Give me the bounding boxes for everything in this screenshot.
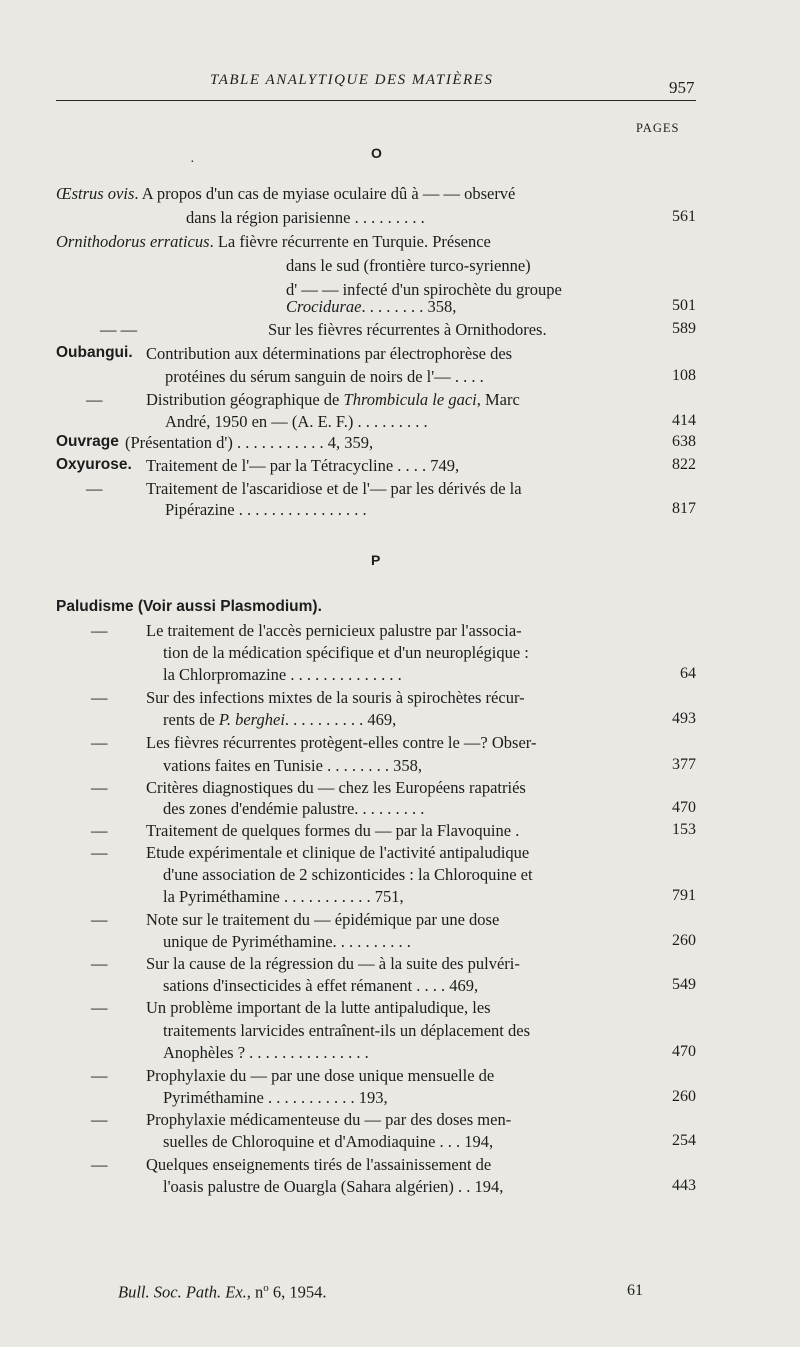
index-line — [0, 1066, 800, 1088]
ditto-dash: — — [91, 733, 108, 752]
entry-text: Traitement de l'ascaridiose et de l'— par les dérivés de la — [146, 479, 522, 498]
entry-text: d' — — infecté d'un spirochète du groupe — [286, 280, 562, 299]
index-line — [0, 733, 800, 755]
stray-dot: · — [190, 155, 195, 170]
page-reference: 501 — [672, 297, 696, 314]
entry-text: Quelques enseignements tirés de l'assainissement de — [146, 1155, 492, 1174]
index-line — [0, 865, 800, 887]
entry-text: Distribution géographique de Thrombicula le gaci, Marc — [146, 390, 520, 409]
index-line — [0, 1043, 800, 1065]
entry-text: des zones d'endémie palustre. . . . . . . . . — [163, 799, 425, 818]
page-reference: 254 — [672, 1132, 696, 1149]
entry-text: tion de la médication spécifique et d'un neuroplégique : — [163, 643, 529, 662]
ditto-dash: — — [91, 1110, 108, 1129]
index-heading: Paludisme (Voir aussi Plasmodium). — [56, 598, 322, 615]
running-title: TABLE ANALYTIQUE DES MATIÈRES — [210, 72, 494, 88]
index-line — [0, 320, 800, 342]
index-heading: Oxyurose. — [56, 456, 132, 473]
section-letter-o: O — [371, 145, 382, 161]
index-line — [0, 433, 800, 455]
entry-text: Note sur le traitement du — épidémique par une dose — [146, 910, 500, 929]
index-line — [0, 1155, 800, 1177]
entry-text: vations faites en Tunisie . . . . . . . . 358, — [163, 756, 422, 775]
entry-text: sations d'insecticides à effet rémanent . . . . 469, — [163, 976, 479, 995]
index-line — [0, 184, 800, 206]
index-line — [0, 799, 800, 821]
entry-text: Pipérazine . . . . . . . . . . . . . . . . — [165, 500, 367, 519]
page-reference: 589 — [672, 320, 696, 337]
section-letter-p: P — [371, 552, 381, 568]
index-line — [0, 1177, 800, 1199]
entry-text: rents de P. berghei. . . . . . . . . . 469, — [163, 710, 397, 729]
index-line — [0, 1088, 800, 1110]
index-line — [0, 954, 800, 976]
page-reference: 64 — [680, 665, 696, 682]
entry-text: Prophylaxie du — par une dose unique mensuelle de — [146, 1066, 495, 1085]
index-heading: Ouvrage — [56, 433, 119, 450]
entry-text: André, 1950 en — (A. E. F.) . . . . . . . . . — [165, 412, 428, 431]
pages-column-label: PAGES — [636, 121, 680, 135]
index-line — [0, 688, 800, 710]
page-reference: 822 — [672, 456, 696, 473]
index-line — [0, 1110, 800, 1132]
entry-text: la Pyriméthamine . . . . . . . . . . . 751, — [163, 887, 404, 906]
index-line — [0, 887, 800, 909]
ditto-dash: — — [91, 778, 108, 797]
page-reference: 443 — [672, 1177, 696, 1194]
page-reference: 260 — [672, 1088, 696, 1105]
page-reference: 817 — [672, 500, 696, 517]
index-line — [0, 256, 800, 278]
page-reference: 153 — [672, 821, 696, 838]
ditto-dash: — — [91, 1155, 108, 1174]
entry-text: la Chlorpromazine . . . . . . . . . . . . . . — [163, 665, 402, 684]
ditto-dash: — — [86, 390, 103, 409]
page-reference: 549 — [672, 976, 696, 993]
index-line — [0, 665, 800, 687]
page-reference: 791 — [672, 887, 696, 904]
index-line — [0, 932, 800, 954]
index-line — [0, 821, 800, 843]
index-line — [0, 412, 800, 434]
ditto-dash: — — [91, 910, 108, 929]
page-reference: 377 — [672, 756, 696, 773]
ditto-dash: — — [91, 1066, 108, 1085]
index-line — [0, 843, 800, 865]
ditto-dash: — — [86, 479, 103, 498]
entry-text: protéines du sérum sanguin de noirs de l'— . . . . — [165, 367, 484, 386]
ditto-dash: — — [91, 621, 108, 640]
index-line — [0, 710, 800, 732]
index-line — [0, 598, 800, 620]
page-reference: 260 — [672, 932, 696, 949]
page-number: 957 — [669, 78, 695, 97]
index-line — [0, 1132, 800, 1154]
index-line — [0, 390, 800, 412]
ditto-dash: — — [91, 821, 108, 840]
entry-text: dans la région parisienne . . . . . . . . . — [186, 208, 425, 227]
index-line — [0, 500, 800, 522]
index-line — [0, 1021, 800, 1043]
index-heading: Oubangui. — [56, 344, 133, 361]
index-line — [0, 367, 800, 389]
entry-text: d'une association de 2 schizonticides : la Chloroquine et — [163, 865, 533, 884]
index-line — [0, 479, 800, 501]
entry-text: (Présentation d') . . . . . . . . . . . 4, 359, — [125, 433, 374, 452]
entry-text: Traitement de l'— par la Tétracycline . . . . 749, — [146, 456, 460, 475]
index-line — [0, 344, 800, 366]
index-line — [0, 297, 800, 319]
index-line — [0, 232, 800, 254]
index-line — [0, 976, 800, 998]
entry-text: Prophylaxie médicamenteuse du — par des doses men- — [146, 1110, 512, 1129]
page-reference: 561 — [672, 208, 696, 225]
ditto-dash: — — — [100, 320, 138, 339]
entry-text: Œstrus ovis. A propos d'un cas de myiase oculaire dû à — — observé — [56, 184, 516, 203]
entry-text: Ornithodorus erraticus. La fièvre récurrente en Turquie. Présence — [56, 232, 491, 251]
index-line — [0, 643, 800, 665]
entry-text: Crocidurae. . . . . . . . 358, — [286, 297, 457, 316]
index-line — [0, 756, 800, 778]
entry-text: Contribution aux déterminations par électrophorèse des — [146, 344, 513, 363]
header-rule — [56, 100, 696, 101]
ditto-dash: — — [91, 998, 108, 1017]
index-line — [0, 778, 800, 800]
page-reference: 414 — [672, 412, 696, 429]
entry-text: l'oasis palustre de Ouargla (Sahara algérien) . . 194, — [163, 1177, 504, 1196]
entry-text: Traitement de quelques formes du — par la Flavoquine . — [146, 821, 520, 840]
entry-text: Un problème important de la lutte antipaludique, les — [146, 998, 491, 1017]
page-reference: 108 — [672, 367, 696, 384]
page-reference: 470 — [672, 799, 696, 816]
entry-text: Les fièvres récurrentes protègent-elles contre le —? Obser- — [146, 733, 537, 752]
footer-citation: Bull. Soc. Path. Ex., $n^o$ 6, 1954. — [118, 1282, 327, 1302]
entry-text: unique de Pyriméthamine. . . . . . . . . . — [163, 932, 411, 951]
entry-text: Anophèles ? . . . . . . . . . . . . . . . — [163, 1043, 369, 1062]
entry-text: Etude expérimentale et clinique de l'activité antipaludique — [146, 843, 530, 862]
entry-text: Le traitement de l'accès pernicieux palustre par l'associa- — [146, 621, 522, 640]
index-line — [0, 910, 800, 932]
entry-text: Pyriméthamine . . . . . . . . . . . 193, — [163, 1088, 388, 1107]
ditto-dash: — — [91, 843, 108, 862]
entry-text: dans le sud (frontière turco-syrienne) — [286, 256, 531, 275]
page-reference: 493 — [672, 710, 696, 727]
page-reference: 638 — [672, 433, 696, 450]
entry-text: Sur les fièvres récurrentes à Ornithodores. — [268, 320, 547, 339]
index-line — [0, 456, 800, 478]
index-line — [0, 621, 800, 643]
index-line — [0, 998, 800, 1020]
entry-text: Sur la cause de la régression du — à la suite des pulvéri- — [146, 954, 520, 973]
page-reference: 470 — [672, 1043, 696, 1060]
entry-text: traitements larvicides entraînent-ils un déplacement des — [163, 1021, 530, 1040]
ditto-dash: — — [91, 954, 108, 973]
footer-signature: 61 — [627, 1282, 643, 1299]
ditto-dash: — — [91, 688, 108, 707]
index-line — [0, 208, 800, 230]
entry-text: suelles de Chloroquine et d'Amodiaquine . . . 194, — [163, 1132, 494, 1151]
entry-text: Critères diagnostiques du — chez les Européens rapatriés — [146, 778, 526, 797]
entry-text: Sur des infections mixtes de la souris à spirochètes récur- — [146, 688, 525, 707]
